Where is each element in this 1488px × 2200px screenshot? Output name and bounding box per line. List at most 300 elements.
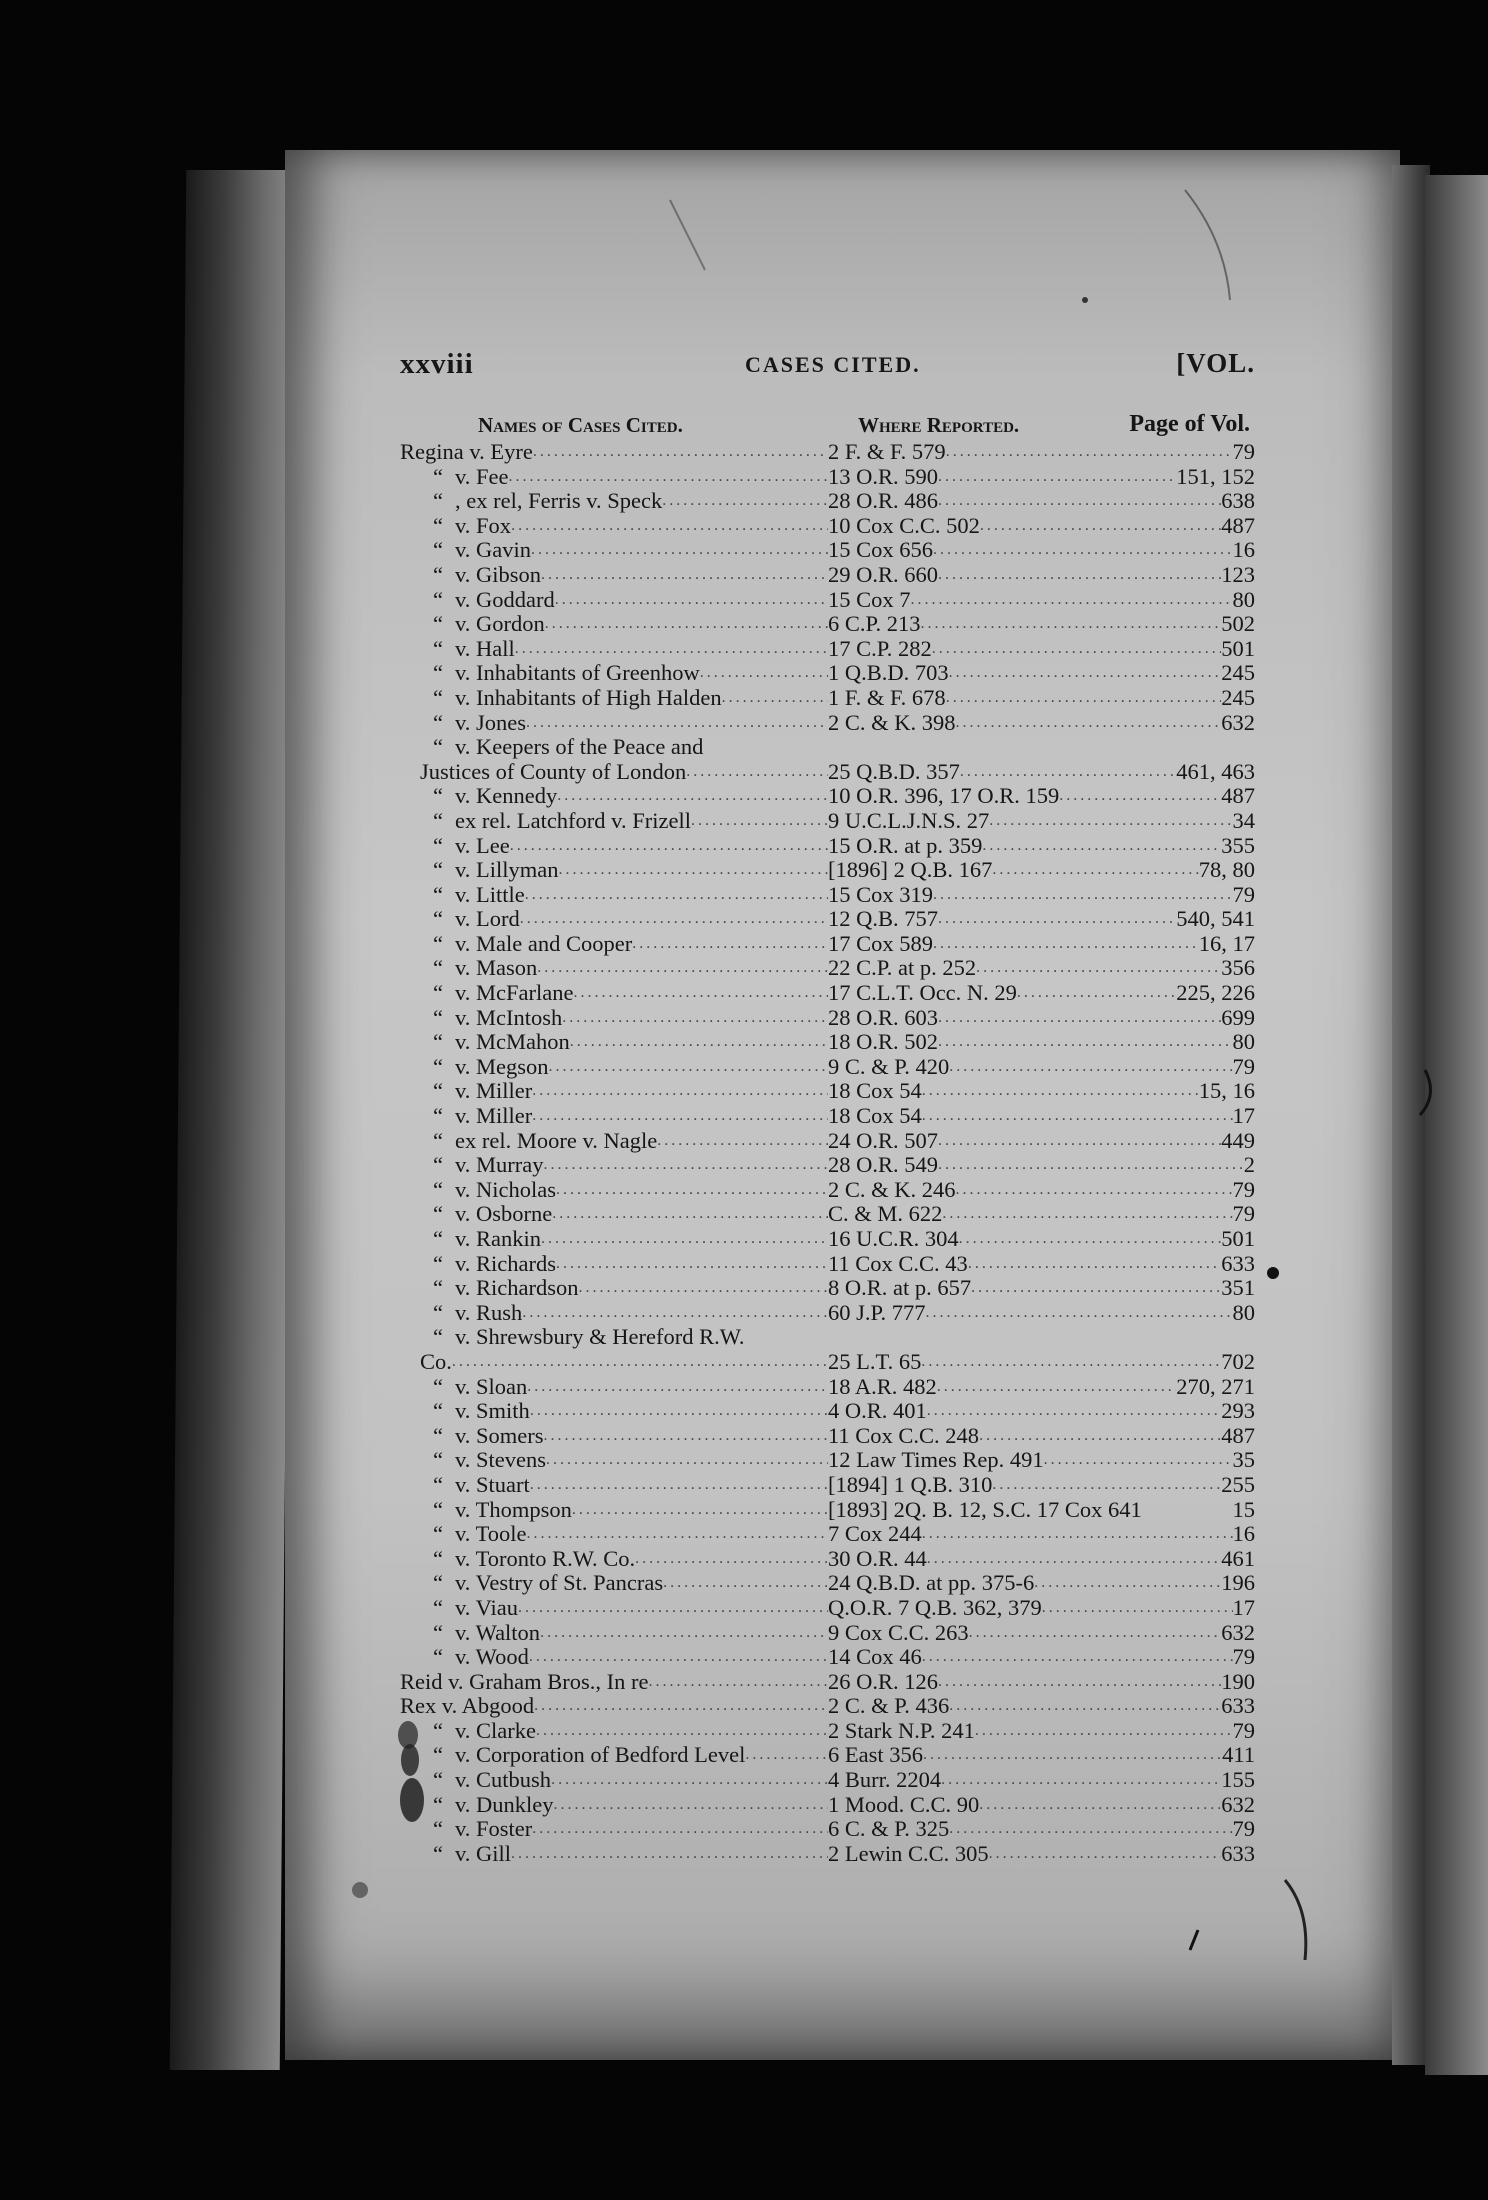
dot-leader <box>537 956 828 981</box>
page-ref: 123 <box>1221 562 1255 587</box>
case-name: v. Jones <box>455 710 527 735</box>
ditto-mark: “ <box>433 882 443 907</box>
report-citation: 1 Q.B.D. 703 <box>828 661 949 686</box>
case-name: v. Dunkley <box>455 1792 554 1817</box>
table-row <box>400 612 1255 637</box>
case-name-cell <box>400 1817 828 1842</box>
column-headers <box>400 413 1255 443</box>
case-name-cell <box>400 538 828 563</box>
dot-leader <box>932 637 1221 662</box>
case-name-cell <box>400 1768 828 1793</box>
table-row <box>400 981 1255 1006</box>
table-row <box>400 1842 1255 1867</box>
dot-leader <box>1044 1448 1233 1473</box>
dot-leader <box>949 1817 1232 1842</box>
table-row <box>400 1522 1255 1547</box>
case-name: v. Stuart <box>455 1472 530 1497</box>
table-row <box>400 588 1255 613</box>
page-ref: 17 <box>1232 1104 1255 1129</box>
dot-leader <box>545 612 828 637</box>
dot-leader <box>1042 1596 1233 1621</box>
report-citation: Q.O.R. 7 Q.B. 362, 379 <box>828 1595 1042 1620</box>
table-row <box>400 1448 1255 1473</box>
ditto-mark: “ <box>433 636 443 661</box>
dot-leader <box>992 1473 1221 1498</box>
report-citation: 6 C.P. 213 <box>828 612 921 637</box>
page-ref: 487 <box>1221 1423 1255 1448</box>
ditto-mark: “ <box>433 489 443 514</box>
dot-leader <box>572 1498 828 1523</box>
dot-leader <box>529 1645 828 1670</box>
case-name: ex rel. Moore v. Nagle <box>455 1128 658 1153</box>
case-name: , ex rel, Ferris v. Speck <box>455 489 663 514</box>
ditto-mark: “ <box>433 808 443 833</box>
report-citation: 30 O.R. 44 <box>828 1546 927 1571</box>
case-name: Rex v. Abgood <box>400 1694 535 1719</box>
report-citation: 2 F. & F. 579 <box>828 440 946 464</box>
page-ref: 501 <box>1221 636 1255 661</box>
table-row <box>400 735 1255 760</box>
report-cell <box>828 1743 1255 1768</box>
table-row <box>400 956 1255 981</box>
report-cell <box>828 907 1255 932</box>
case-name: Justices of County of London <box>420 759 687 784</box>
ditto-mark: “ <box>433 1448 443 1473</box>
report-cell <box>828 1055 1255 1080</box>
table-row <box>400 1153 1255 1178</box>
report-cell <box>828 1670 1255 1695</box>
case-name-cell <box>400 1079 828 1104</box>
ditto-mark: “ <box>433 562 443 587</box>
case-name: v. Fee <box>455 464 509 489</box>
dot-leader <box>979 1793 1221 1818</box>
page-ref: 245 <box>1221 685 1255 710</box>
table-row <box>400 1621 1255 1646</box>
dot-leader <box>509 465 828 490</box>
report-cell <box>828 1006 1255 1031</box>
case-name-cell <box>400 1547 828 1572</box>
dot-leader <box>946 440 1233 465</box>
report-citation: 16 U.C.R. 304 <box>828 1227 959 1251</box>
case-name: v. Richards <box>455 1251 557 1276</box>
dot-leader <box>530 1399 828 1424</box>
report-citation: 6 C. & P. 325 <box>828 1817 950 1842</box>
report-cell <box>828 489 1255 514</box>
dot-leader <box>525 883 828 908</box>
case-name-cell <box>400 465 828 490</box>
report-citation: 24 Q.B.D. at pp. 375-6 <box>828 1571 1035 1596</box>
ditto-mark: “ <box>433 1202 443 1227</box>
case-name: Regina v. Eyre <box>400 440 533 464</box>
report-cell <box>828 1030 1255 1055</box>
report-cell <box>828 514 1255 539</box>
table-row <box>400 1817 1255 1842</box>
page-ref: 487 <box>1221 513 1255 538</box>
report-cell <box>828 834 1255 859</box>
case-name-cell <box>400 661 828 686</box>
report-citation: 28 O.R. 486 <box>828 489 939 514</box>
case-name-cell <box>400 1596 828 1621</box>
dot-leader <box>968 1252 1221 1277</box>
dot-leader <box>949 1055 1232 1080</box>
case-name-cell <box>420 760 828 785</box>
ditto-mark: “ <box>433 1054 443 1079</box>
table-row <box>400 1375 1255 1400</box>
case-name-cell <box>400 932 828 957</box>
case-name: v. Male and Cooper <box>455 931 633 956</box>
dot-leader <box>552 1202 828 1227</box>
page-ref: 80 <box>1232 1300 1255 1325</box>
report-citation: 9 Cox C.C. 263 <box>828 1620 969 1645</box>
report-cell <box>828 1424 1255 1449</box>
dot-leader <box>691 809 828 834</box>
report-cell <box>828 932 1255 957</box>
case-name-cell <box>400 834 828 859</box>
ditto-mark: “ <box>433 1227 443 1251</box>
report-citation: 2 C. & P. 436 <box>828 1694 950 1719</box>
page-ref: 356 <box>1221 956 1255 981</box>
dot-leader <box>562 1006 828 1031</box>
report-citation: 2 C. & K. 398 <box>828 710 956 735</box>
case-name: v. Cutbush <box>455 1768 552 1793</box>
dot-leader <box>540 1621 828 1646</box>
dot-leader <box>520 907 828 932</box>
report-citation: 4 O.R. 401 <box>828 1399 927 1424</box>
case-name: v. Goddard <box>455 587 555 612</box>
running-head <box>400 348 1255 388</box>
ditto-mark: “ <box>433 1718 443 1743</box>
case-name-cell <box>400 1276 828 1301</box>
table-row <box>400 809 1255 834</box>
ditto-mark: “ <box>433 685 443 710</box>
table-row <box>400 834 1255 859</box>
table-row <box>400 1645 1255 1670</box>
table-row <box>400 1793 1255 1818</box>
dot-leader <box>937 1375 1176 1400</box>
report-citation: [1896] 2 Q.B. 167 <box>828 858 993 883</box>
case-name-cell <box>400 1104 828 1129</box>
page-ref: 16 <box>1232 1522 1255 1547</box>
dot-leader <box>527 1375 828 1400</box>
page-ref: 2 <box>1243 1153 1255 1178</box>
page-ref: 155 <box>1221 1768 1255 1793</box>
dot-leader <box>922 1104 1233 1129</box>
page-ref: 151, 152 <box>1176 464 1255 489</box>
dot-leader <box>532 1104 828 1129</box>
case-name: v. McMahon <box>455 1030 570 1055</box>
report-cell <box>828 1473 1255 1498</box>
dot-leader <box>549 1055 828 1080</box>
dot-leader <box>933 538 1232 563</box>
report-citation: 10 O.R. 396, 17 O.R. 159 <box>828 784 1060 809</box>
case-name: v. Keepers of the Peace and <box>455 735 704 760</box>
case-name: v. Foster <box>455 1817 533 1842</box>
page-ref: 79 <box>1232 1177 1255 1202</box>
dot-leader <box>956 1178 1233 1203</box>
table-row <box>400 563 1255 588</box>
dot-leader <box>556 1178 828 1203</box>
page-ref: 351 <box>1221 1276 1255 1301</box>
ditto-mark: “ <box>433 1768 443 1793</box>
case-name-cell <box>400 1129 828 1154</box>
ditto-mark: “ <box>433 1325 443 1350</box>
dot-leader <box>511 1842 828 1867</box>
case-name-cell <box>400 1399 828 1424</box>
report-citation: 15 Cox 7 <box>828 587 911 612</box>
case-name: v. Lord <box>455 907 520 932</box>
dot-leader <box>745 1743 828 1768</box>
case-name: v. Sloan <box>455 1374 528 1399</box>
case-name-cell <box>400 1670 828 1695</box>
ditto-mark: “ <box>433 1472 443 1497</box>
ditto-mark: “ <box>433 1595 443 1620</box>
dot-leader <box>949 661 1222 686</box>
table-row <box>400 907 1255 932</box>
case-name: ex rel. Latchford v. Frizell <box>455 808 691 833</box>
table-row <box>400 1719 1255 1744</box>
report-cell <box>828 735 1255 760</box>
report-citation: 25 Q.B.D. 357 <box>828 759 960 784</box>
report-cell <box>828 858 1255 883</box>
case-name-cell <box>400 784 828 809</box>
report-cell <box>828 440 1255 465</box>
table-row <box>400 1006 1255 1031</box>
report-citation: 11 Cox C.C. 43 <box>828 1251 968 1276</box>
table-row <box>400 932 1255 957</box>
ditto-mark: “ <box>433 513 443 538</box>
page-number: xxviii <box>400 348 474 380</box>
ditto-mark: “ <box>433 1177 443 1202</box>
dot-leader <box>976 956 1221 981</box>
report-cell <box>828 1448 1255 1473</box>
table-row <box>400 1670 1255 1695</box>
ditto-mark: “ <box>433 1546 443 1571</box>
case-name-cell <box>400 588 828 613</box>
report-cell <box>828 1694 1255 1719</box>
table-row <box>400 1178 1255 1203</box>
report-citation: 24 O.R. 507 <box>828 1128 939 1153</box>
report-cell <box>828 588 1255 613</box>
report-cell <box>828 1375 1255 1400</box>
report-cell <box>828 661 1255 686</box>
report-cell <box>828 956 1255 981</box>
case-name: v. Gibson <box>455 562 542 587</box>
report-cell <box>828 1768 1255 1793</box>
report-citation: 17 C.L.T. Occ. N. 29 <box>828 981 1017 1006</box>
dot-leader <box>579 1276 828 1301</box>
page-ref: 270, 271 <box>1176 1374 1255 1399</box>
dot-leader <box>921 1350 1221 1375</box>
table-row <box>400 1129 1255 1154</box>
report-citation: 26 O.R. 126 <box>828 1669 939 1694</box>
table-row <box>400 1743 1255 1768</box>
table-row <box>400 637 1255 662</box>
case-name-cell <box>400 735 828 760</box>
case-name-cell <box>420 1350 828 1375</box>
table-row <box>400 440 1255 465</box>
case-name-cell <box>400 1227 828 1252</box>
page-ref: 633 <box>1221 1694 1255 1719</box>
dot-leader <box>933 932 1199 957</box>
dot-leader <box>980 514 1221 539</box>
dot-leader <box>657 1129 828 1154</box>
dot-leader <box>555 588 828 613</box>
page-ref: 16, 17 <box>1198 931 1255 956</box>
dot-leader <box>992 858 1198 883</box>
ditto-mark: “ <box>433 661 443 686</box>
dot-leader <box>982 834 1221 859</box>
ditto-mark: “ <box>433 956 443 981</box>
dot-leader <box>971 1276 1221 1301</box>
report-cell <box>828 1202 1255 1227</box>
column-header-where: Where Reported. <box>858 413 1020 437</box>
dot-leader <box>570 1030 828 1055</box>
dot-leader <box>938 1153 1244 1178</box>
ditto-mark: “ <box>433 1153 443 1178</box>
dot-leader <box>923 1743 1222 1768</box>
table-row <box>400 1227 1255 1252</box>
case-name: v. Walton <box>455 1620 541 1645</box>
ditto-mark: “ <box>433 833 443 858</box>
report-citation: 2 Stark N.P. 241 <box>828 1718 975 1743</box>
case-name: Co. <box>420 1349 452 1374</box>
case-name: v. Gill <box>455 1841 512 1866</box>
case-name: v. Somers <box>455 1423 544 1448</box>
page-ref: 80 <box>1232 1030 1255 1055</box>
dot-leader <box>522 1301 828 1326</box>
page-ref: 79 <box>1232 1202 1255 1227</box>
page-ref: 487 <box>1221 784 1255 809</box>
dot-leader <box>938 1670 1221 1695</box>
case-name-cell <box>400 1498 828 1523</box>
case-name: Reid v. Graham Bros., In re <box>400 1669 649 1694</box>
page-ref: 632 <box>1221 710 1255 735</box>
page-ref: 79 <box>1232 882 1255 907</box>
report-citation: 14 Cox 46 <box>828 1645 922 1670</box>
page-ref: 461 <box>1221 1546 1255 1571</box>
dot-leader <box>722 686 828 711</box>
dot-leader <box>969 1621 1222 1646</box>
report-cell <box>828 711 1255 736</box>
report-cell <box>828 883 1255 908</box>
dot-leader <box>926 1301 1233 1326</box>
report-cell <box>828 1719 1255 1744</box>
dot-leader <box>530 1473 828 1498</box>
dot-leader <box>956 711 1222 736</box>
case-name-cell <box>400 1842 828 1867</box>
report-citation: 15 Cox 319 <box>828 882 934 907</box>
ditto-mark: “ <box>433 538 443 563</box>
report-citation: 1 F. & F. 678 <box>828 685 946 710</box>
table-row <box>400 1325 1255 1350</box>
case-name-cell <box>400 1252 828 1277</box>
table-row <box>400 1399 1255 1424</box>
page-ref: 190 <box>1221 1669 1255 1694</box>
case-name: v. Clarke <box>455 1718 537 1743</box>
report-cell <box>828 760 1255 785</box>
page-ref: 293 <box>1221 1399 1255 1424</box>
page-ref: 540, 541 <box>1176 907 1255 932</box>
ditto-mark: “ <box>433 1792 443 1817</box>
page-ref: 17 <box>1232 1595 1255 1620</box>
report-cell <box>828 981 1255 1006</box>
page-ref: 78, 80 <box>1198 858 1255 883</box>
case-name: v. Osborne <box>455 1202 553 1227</box>
cases-table <box>400 440 1255 1866</box>
dot-leader <box>938 907 1176 932</box>
report-citation: 12 Q.B. 757 <box>828 907 939 932</box>
report-citation: 28 O.R. 603 <box>828 1005 939 1030</box>
ditto-mark: “ <box>433 1128 443 1153</box>
case-name-cell <box>400 1202 828 1227</box>
page-ref: 501 <box>1221 1227 1255 1251</box>
report-cell <box>828 1276 1255 1301</box>
report-citation: 1 Mood. C.C. 90 <box>828 1792 980 1817</box>
table-row <box>400 1473 1255 1498</box>
report-citation: 11 Cox C.C. 248 <box>828 1423 980 1448</box>
ditto-mark: “ <box>433 1571 443 1596</box>
dot-leader <box>1142 1498 1233 1523</box>
dot-leader <box>648 1670 828 1695</box>
dot-leader <box>511 514 828 539</box>
page-ref: 632 <box>1221 1620 1255 1645</box>
table-row <box>400 489 1255 514</box>
page-ref: 255 <box>1221 1472 1255 1497</box>
report-cell <box>828 686 1255 711</box>
page-ref: 502 <box>1221 612 1255 637</box>
dot-leader <box>927 1399 1221 1424</box>
case-name-cell <box>400 1375 828 1400</box>
case-name: v. Fox <box>455 513 512 538</box>
dot-leader <box>938 1006 1221 1031</box>
report-cell <box>828 1399 1255 1424</box>
dot-leader <box>989 809 1232 834</box>
ditto-mark: “ <box>433 1276 443 1301</box>
case-name: v. Richardson <box>455 1276 579 1301</box>
report-citation: [1894] 1 Q.B. 310 <box>828 1472 993 1497</box>
dot-leader <box>946 686 1222 711</box>
dot-leader <box>700 661 828 686</box>
report-cell <box>828 1596 1255 1621</box>
page-ref: 411 <box>1222 1743 1255 1768</box>
report-cell <box>828 1793 1255 1818</box>
dot-leader <box>911 588 1233 613</box>
report-cell <box>828 1817 1255 1842</box>
report-cell <box>828 1178 1255 1203</box>
case-name-cell <box>400 612 828 637</box>
page-ref: 15 <box>1232 1497 1255 1522</box>
case-name-cell <box>400 711 828 736</box>
ditto-mark: “ <box>433 1423 443 1448</box>
dot-leader <box>938 489 1221 514</box>
ditto-mark: “ <box>433 907 443 932</box>
case-name: v. Rush <box>455 1300 523 1325</box>
case-name: v. Nicholas <box>455 1177 557 1202</box>
case-name-cell <box>400 1571 828 1596</box>
dot-leader <box>534 1694 828 1719</box>
case-name: v. McIntosh <box>455 1005 563 1030</box>
ditto-mark: “ <box>433 858 443 883</box>
dot-leader <box>532 1817 828 1842</box>
report-cell <box>828 1129 1255 1154</box>
page-ref: 79 <box>1232 1718 1255 1743</box>
case-name-cell <box>400 1153 828 1178</box>
ditto-mark: “ <box>433 981 443 1006</box>
case-name-cell <box>400 1055 828 1080</box>
report-cell <box>828 1104 1255 1129</box>
case-name: v. Mason <box>455 956 538 981</box>
dot-leader <box>663 1571 828 1596</box>
